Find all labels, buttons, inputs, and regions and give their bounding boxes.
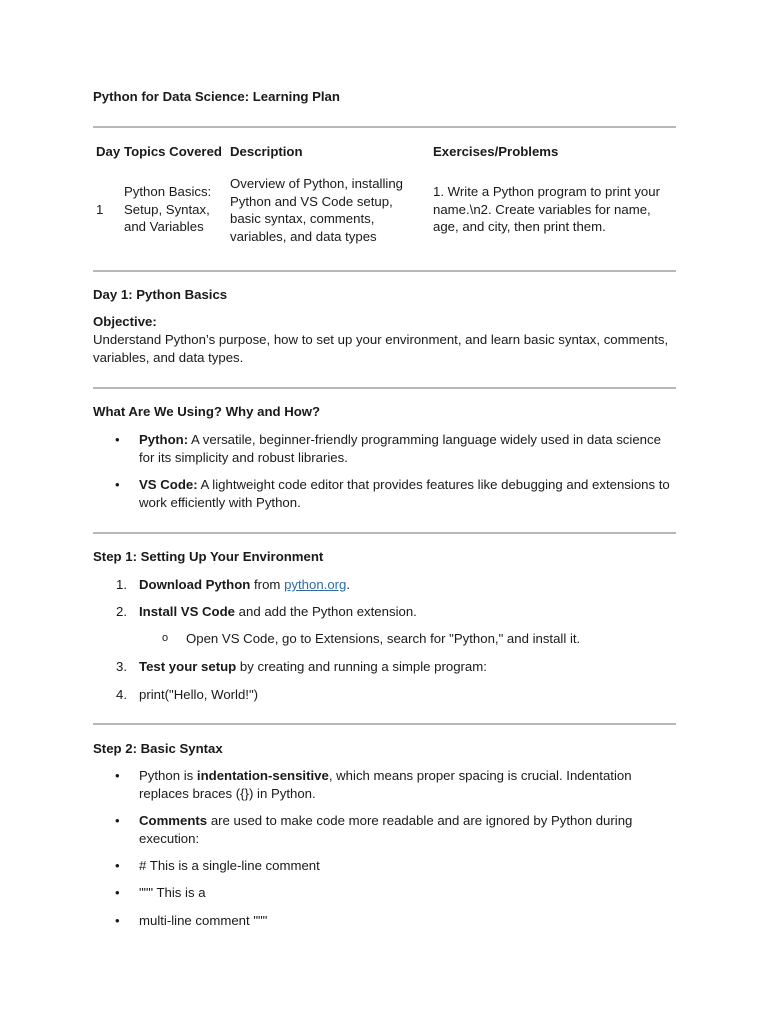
using-heading: What Are We Using? Why and How? xyxy=(93,404,321,419)
objective-label: Objective: xyxy=(93,314,157,329)
table-header-exercises: Exercises/Problems xyxy=(433,144,559,159)
python-org-link[interactable]: python.org xyxy=(284,577,347,592)
document-title: Python for Data Science: Learning Plan xyxy=(93,89,340,104)
item-text: and add the Python extension. xyxy=(235,604,417,619)
divider xyxy=(93,387,676,389)
step1-heading: Step 1: Setting Up Your Environment xyxy=(93,549,324,564)
item-number: 3. xyxy=(116,659,127,674)
item-text-after: . xyxy=(346,577,351,592)
table-header-day: Day xyxy=(96,144,121,159)
table-cell-exercises: 1. Write a Python program to print your name.\n2. Create variables for name, age, and city, then print them. xyxy=(433,184,660,234)
item-bold: Python: xyxy=(139,432,189,447)
item-text: multi-line comment """ xyxy=(139,913,268,928)
item-bold: Comments xyxy=(139,813,208,828)
bullet: • xyxy=(115,858,120,873)
table-header-topics: Topics Covered xyxy=(124,144,222,159)
item-text: are used to make code more readable and are ignored by Python during execution: xyxy=(139,813,633,846)
item-text: A lightweight code editor that provides features like debugging and extensions to work efficiently with Python. xyxy=(139,477,670,510)
item-text: # This is a single-line comment xyxy=(139,858,320,873)
step2-heading: Step 2: Basic Syntax xyxy=(93,741,223,756)
item-bold: Download Python xyxy=(139,577,251,592)
divider xyxy=(93,126,676,128)
item-text: by creating and running a simple program: xyxy=(236,659,487,674)
item-number: 1. xyxy=(116,577,127,592)
day1-heading: Day 1: Python Basics xyxy=(93,287,228,302)
item-text: from xyxy=(250,577,285,592)
bullet: • xyxy=(115,913,120,928)
divider xyxy=(93,532,676,534)
item-bold: VS Code: xyxy=(139,477,198,492)
bullet: • xyxy=(115,477,120,492)
table-cell-topics: Python Basics: Setup, Syntax, and Variables xyxy=(124,184,212,234)
item-number: 2. xyxy=(116,604,127,619)
divider xyxy=(93,270,676,272)
item-bold: Install VS Code xyxy=(139,604,235,619)
item-text: print("Hello, World!") xyxy=(139,687,259,702)
item-text-pre: Python is xyxy=(139,768,197,783)
bullet: • xyxy=(115,885,120,900)
item-bold: indentation-sensitive xyxy=(196,768,329,783)
item-number: 4. xyxy=(116,687,127,702)
divider xyxy=(93,723,676,725)
item-text: Open VS Code, go to Extensions, search for "Python," and install it. xyxy=(186,631,581,646)
item-text: """ This is a xyxy=(139,885,206,900)
table-cell-day: 1 xyxy=(96,202,104,217)
item-text: , which means proper spacing is crucial. Indentation replaces braces ({}) in Python. xyxy=(139,768,632,801)
table-header-description: Description xyxy=(230,144,303,159)
bullet: • xyxy=(115,813,120,828)
table-cell-description: Overview of Python, installing Python and VS Code setup, basic syntax, comments, variables, and data types xyxy=(230,176,403,244)
objective-text: Understand Python’s purpose, how to set up your environment, and learn basic syntax, comments, variables, and data types. xyxy=(93,332,669,365)
bullet: • xyxy=(115,432,120,447)
bullet: • xyxy=(115,768,120,783)
item-text: A versatile, beginner-friendly programming language widely used in data science for its simplicity and robust libraries. xyxy=(139,432,661,465)
item-bold: Test your setup xyxy=(139,659,237,674)
sub-bullet: o xyxy=(162,632,169,644)
